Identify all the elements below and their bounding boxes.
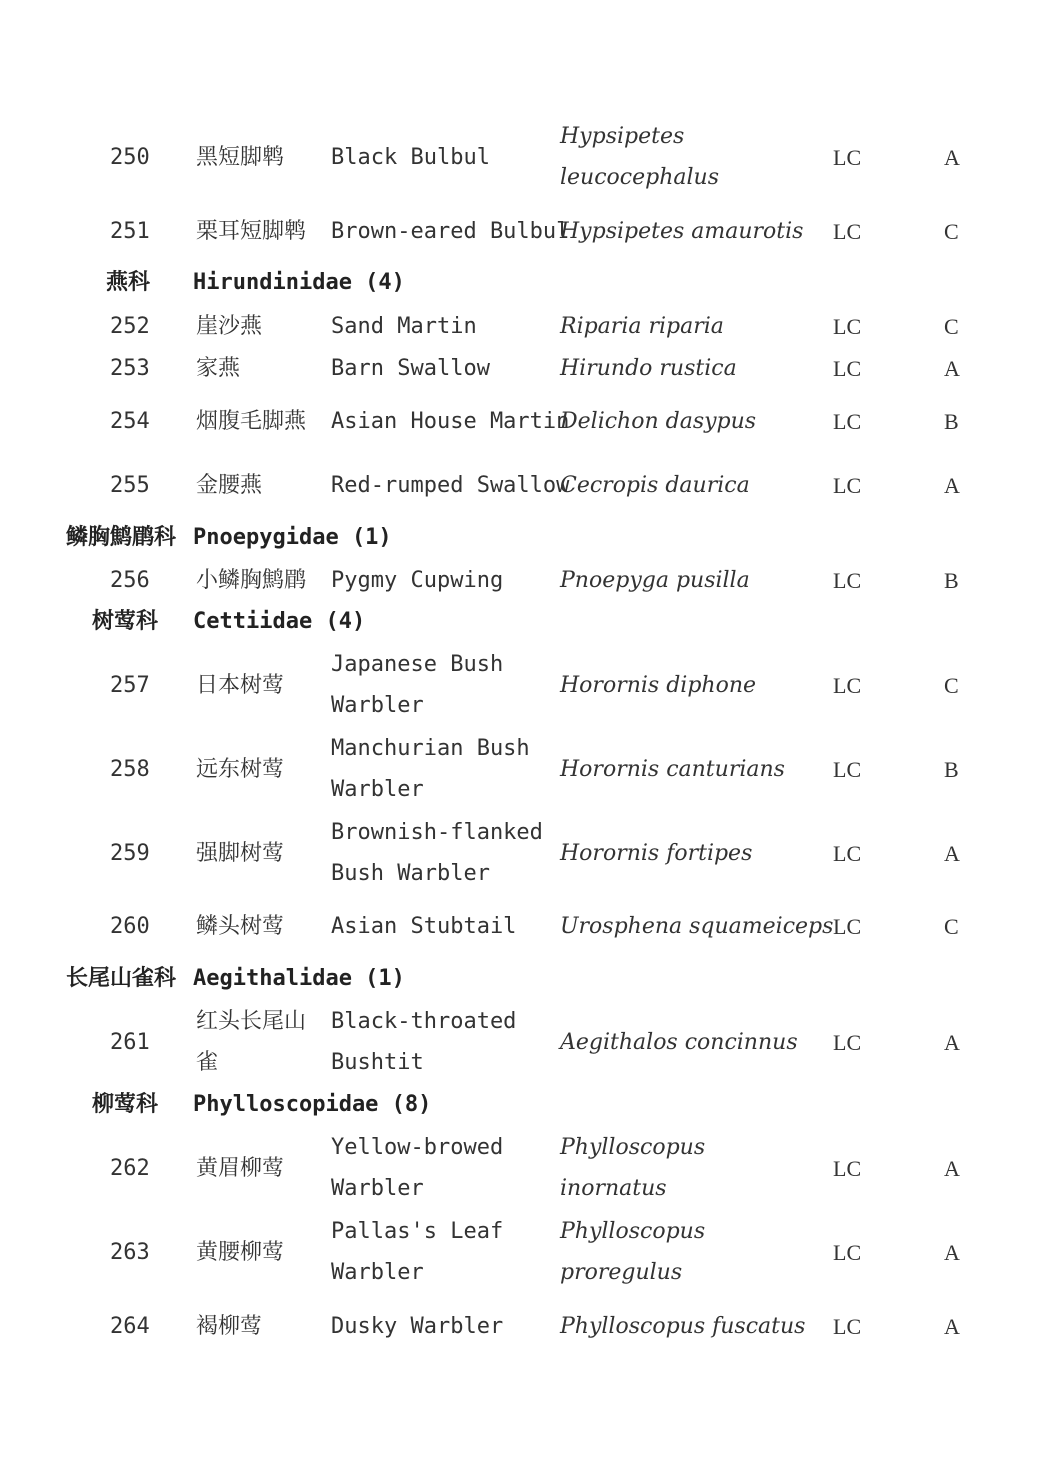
family-heading — [0, 964, 1051, 994]
english-name-line: Black Bulbul — [331, 144, 490, 170]
english-name-line: Manchurian Bush — [331, 736, 530, 761]
species-number: 250 — [110, 144, 150, 170]
iucn-status: LC — [833, 913, 862, 939]
chinese-name-line: 远东树莺 — [196, 756, 285, 782]
chinese-name-line: 黄眉柳莺 — [196, 1155, 285, 1181]
abundance-level: A — [944, 1029, 960, 1055]
english-name — [331, 1211, 503, 1293]
family-latin-name: Pnoepygidae (1) — [193, 525, 392, 550]
chinese-name — [196, 833, 284, 874]
scientific-name-line: Aegithalos concinnus — [560, 1029, 798, 1055]
english-name-line: Bushtit — [331, 1050, 424, 1075]
chinese-name — [196, 560, 306, 601]
english-name — [331, 728, 530, 810]
english-name — [331, 465, 569, 506]
scientific-name — [560, 211, 803, 252]
table-row — [0, 1211, 1051, 1293]
english-name-line: Dusky Warbler — [331, 1313, 504, 1339]
scientific-name-line: Delichon dasypus — [560, 408, 757, 434]
table-row — [0, 644, 1051, 726]
chinese-name-line: 黄腰柳莺 — [196, 1239, 285, 1265]
iucn-status: LC — [833, 840, 862, 866]
english-name — [331, 348, 490, 389]
scientific-name-line: Phylloscopus — [560, 1135, 706, 1160]
family-chinese-name: 燕科 — [106, 270, 151, 295]
abundance-level: A — [944, 472, 960, 498]
table-row — [0, 116, 1051, 198]
english-name-line: Yellow-browed — [331, 1135, 504, 1160]
english-name-line: Asian House Martin — [331, 408, 570, 434]
english-name — [331, 1127, 503, 1209]
english-name-line: Brownish-flanked — [331, 820, 543, 845]
family-heading — [0, 1090, 1051, 1120]
species-number: 255 — [110, 472, 150, 498]
chinese-name-line: 日本树莺 — [196, 672, 285, 698]
chinese-name — [196, 1306, 262, 1347]
chinese-name — [196, 465, 262, 506]
scientific-name — [560, 1127, 705, 1209]
english-name — [331, 211, 569, 252]
scientific-name-line: leucocephalus — [560, 165, 719, 190]
chinese-name-line: 家燕 — [196, 355, 241, 381]
english-name-line: Brown-eared Bulbul — [331, 218, 570, 244]
chinese-name — [196, 306, 262, 347]
english-name — [331, 306, 477, 347]
abundance-level: A — [944, 840, 960, 866]
species-number: 262 — [110, 1155, 150, 1181]
chinese-name — [196, 749, 284, 790]
chinese-name — [196, 1148, 284, 1189]
abundance-level: A — [944, 144, 960, 170]
scientific-name — [560, 306, 724, 347]
scientific-name — [560, 1306, 805, 1347]
english-name-line: Warbler — [331, 693, 424, 718]
species-number: 259 — [110, 840, 150, 866]
english-name — [331, 906, 516, 947]
iucn-status: LC — [833, 472, 862, 498]
table-row — [0, 1001, 1051, 1083]
family-chinese-name: 柳莺科 — [92, 1092, 159, 1117]
scientific-name — [560, 833, 752, 874]
chinese-name-line: 金腰燕 — [196, 472, 263, 498]
species-number: 251 — [110, 218, 150, 244]
iucn-status: LC — [833, 756, 862, 782]
chinese-name-line: 黑短脚鹎 — [196, 144, 285, 170]
species-number: 264 — [110, 1313, 150, 1339]
species-number: 254 — [110, 408, 150, 434]
table-row — [0, 812, 1051, 894]
table-row — [0, 906, 1051, 947]
english-name-line: Asian Stubtail — [331, 913, 517, 939]
english-name-line: Red-rumped Swallow — [331, 472, 570, 498]
scientific-name — [560, 348, 737, 389]
species-number: 261 — [110, 1029, 150, 1055]
scientific-name — [560, 401, 756, 442]
table-row — [0, 401, 1051, 442]
scientific-name — [560, 465, 750, 506]
scientific-name-line: Hypsipetes — [560, 124, 685, 149]
english-name-line: Pallas's Leaf — [331, 1219, 504, 1244]
english-name-line: Sand Martin — [331, 313, 477, 339]
abundance-level: B — [944, 756, 959, 782]
chinese-name — [196, 1232, 284, 1273]
english-name — [331, 401, 569, 442]
table-row — [0, 560, 1051, 601]
chinese-name-line: 红头长尾山 — [196, 1009, 307, 1034]
species-number: 263 — [110, 1239, 150, 1265]
chinese-name — [196, 906, 284, 947]
species-number: 257 — [110, 672, 150, 698]
iucn-status: LC — [833, 218, 862, 244]
family-heading — [0, 523, 1051, 553]
family-chinese-name: 鳞胸鹪鹛科 — [66, 525, 177, 550]
scientific-name — [560, 749, 785, 790]
english-name-line: Pygmy Cupwing — [331, 567, 504, 593]
chinese-name-line: 强脚树莺 — [196, 840, 285, 866]
table-row — [0, 728, 1051, 810]
english-name — [331, 560, 503, 601]
iucn-status: LC — [833, 1029, 862, 1055]
iucn-status: LC — [833, 567, 862, 593]
chinese-name — [196, 348, 240, 389]
iucn-status: LC — [833, 1239, 862, 1265]
scientific-name — [560, 116, 719, 198]
scientific-name — [560, 906, 833, 947]
english-name — [331, 1306, 503, 1347]
abundance-level: A — [944, 1155, 960, 1181]
scientific-name — [560, 560, 750, 601]
iucn-status: LC — [833, 408, 862, 434]
abundance-level: C — [944, 313, 959, 339]
family-chinese-name: 长尾山雀科 — [66, 966, 177, 991]
scientific-name — [560, 1211, 705, 1293]
table-row — [0, 1306, 1051, 1347]
scientific-name-line: inornatus — [560, 1176, 667, 1201]
abundance-level: C — [944, 913, 959, 939]
chinese-name-line: 烟腹毛脚燕 — [196, 408, 307, 434]
english-name-line: Black-throated — [331, 1009, 517, 1034]
chinese-name — [196, 665, 284, 706]
scientific-name-line: Cecropis daurica — [560, 472, 750, 498]
abundance-level: A — [944, 1313, 960, 1339]
chinese-name-line: 崖沙燕 — [196, 313, 263, 339]
english-name-line: Warbler — [331, 1176, 424, 1201]
species-number: 258 — [110, 756, 150, 782]
iucn-status: LC — [833, 1155, 862, 1181]
abundance-level: A — [944, 355, 960, 381]
scientific-name-line: Phylloscopus — [560, 1219, 706, 1244]
english-name-line: Japanese Bush — [331, 652, 504, 677]
iucn-status: LC — [833, 672, 862, 698]
family-latin-name: Aegithalidae (1) — [193, 966, 405, 991]
family-latin-name: Phylloscopidae (8) — [193, 1092, 432, 1117]
english-name-line: Bush Warbler — [331, 861, 490, 886]
abundance-level: B — [944, 567, 959, 593]
chinese-name-line: 雀 — [196, 1050, 219, 1075]
abundance-level: C — [944, 218, 959, 244]
iucn-status: LC — [833, 313, 862, 339]
scientific-name-line: Hirundo rustica — [560, 355, 737, 381]
english-name-line: Warbler — [331, 1260, 424, 1285]
table-row — [0, 211, 1051, 252]
chinese-name-line: 鳞头树莺 — [196, 913, 285, 939]
scientific-name-line: Horornis diphone — [560, 672, 757, 698]
chinese-name-line: 褐柳莺 — [196, 1313, 263, 1339]
chinese-name-line: 栗耳短脚鹎 — [196, 218, 307, 244]
species-number: 260 — [110, 913, 150, 939]
species-number: 253 — [110, 355, 150, 381]
chinese-name — [196, 1001, 306, 1083]
iucn-status: LC — [833, 355, 862, 381]
chinese-name-line: 小鳞胸鹪鹛 — [196, 567, 307, 593]
scientific-name — [560, 665, 756, 706]
species-number: 256 — [110, 567, 150, 593]
scientific-name-line: Urosphena squameiceps — [560, 913, 834, 939]
scientific-name-line: Hypsipetes amaurotis — [560, 218, 804, 244]
chinese-name — [196, 211, 306, 252]
iucn-status: LC — [833, 1313, 862, 1339]
abundance-level: A — [944, 1239, 960, 1265]
chinese-name — [196, 401, 306, 442]
iucn-status: LC — [833, 144, 862, 170]
english-name — [331, 137, 490, 178]
table-row — [0, 465, 1051, 506]
scientific-name-line: proregulus — [560, 1260, 683, 1285]
english-name — [331, 644, 503, 726]
scientific-name — [560, 1022, 798, 1063]
abundance-level: C — [944, 672, 959, 698]
family-heading — [0, 268, 1051, 298]
english-name — [331, 812, 543, 894]
table-row — [0, 348, 1051, 389]
scientific-name-line: Riparia riparia — [560, 313, 724, 339]
abundance-level: B — [944, 408, 959, 434]
chinese-name — [196, 137, 284, 178]
family-latin-name: Cettiidae (4) — [193, 609, 366, 634]
english-name — [331, 1001, 516, 1083]
scientific-name-line: Pnoepyga pusilla — [560, 567, 750, 593]
family-chinese-name: 树莺科 — [92, 609, 159, 634]
english-name-line: Barn Swallow — [331, 355, 490, 381]
scientific-name-line: Phylloscopus fuscatus — [560, 1313, 806, 1339]
table-row — [0, 1127, 1051, 1209]
family-latin-name: Hirundinidae (4) — [193, 270, 405, 295]
scientific-name-line: Horornis fortipes — [560, 840, 753, 866]
species-number: 252 — [110, 313, 150, 339]
table-row — [0, 306, 1051, 347]
scientific-name-line: Horornis canturians — [560, 756, 785, 782]
english-name-line: Warbler — [331, 777, 424, 802]
family-heading — [0, 607, 1051, 637]
